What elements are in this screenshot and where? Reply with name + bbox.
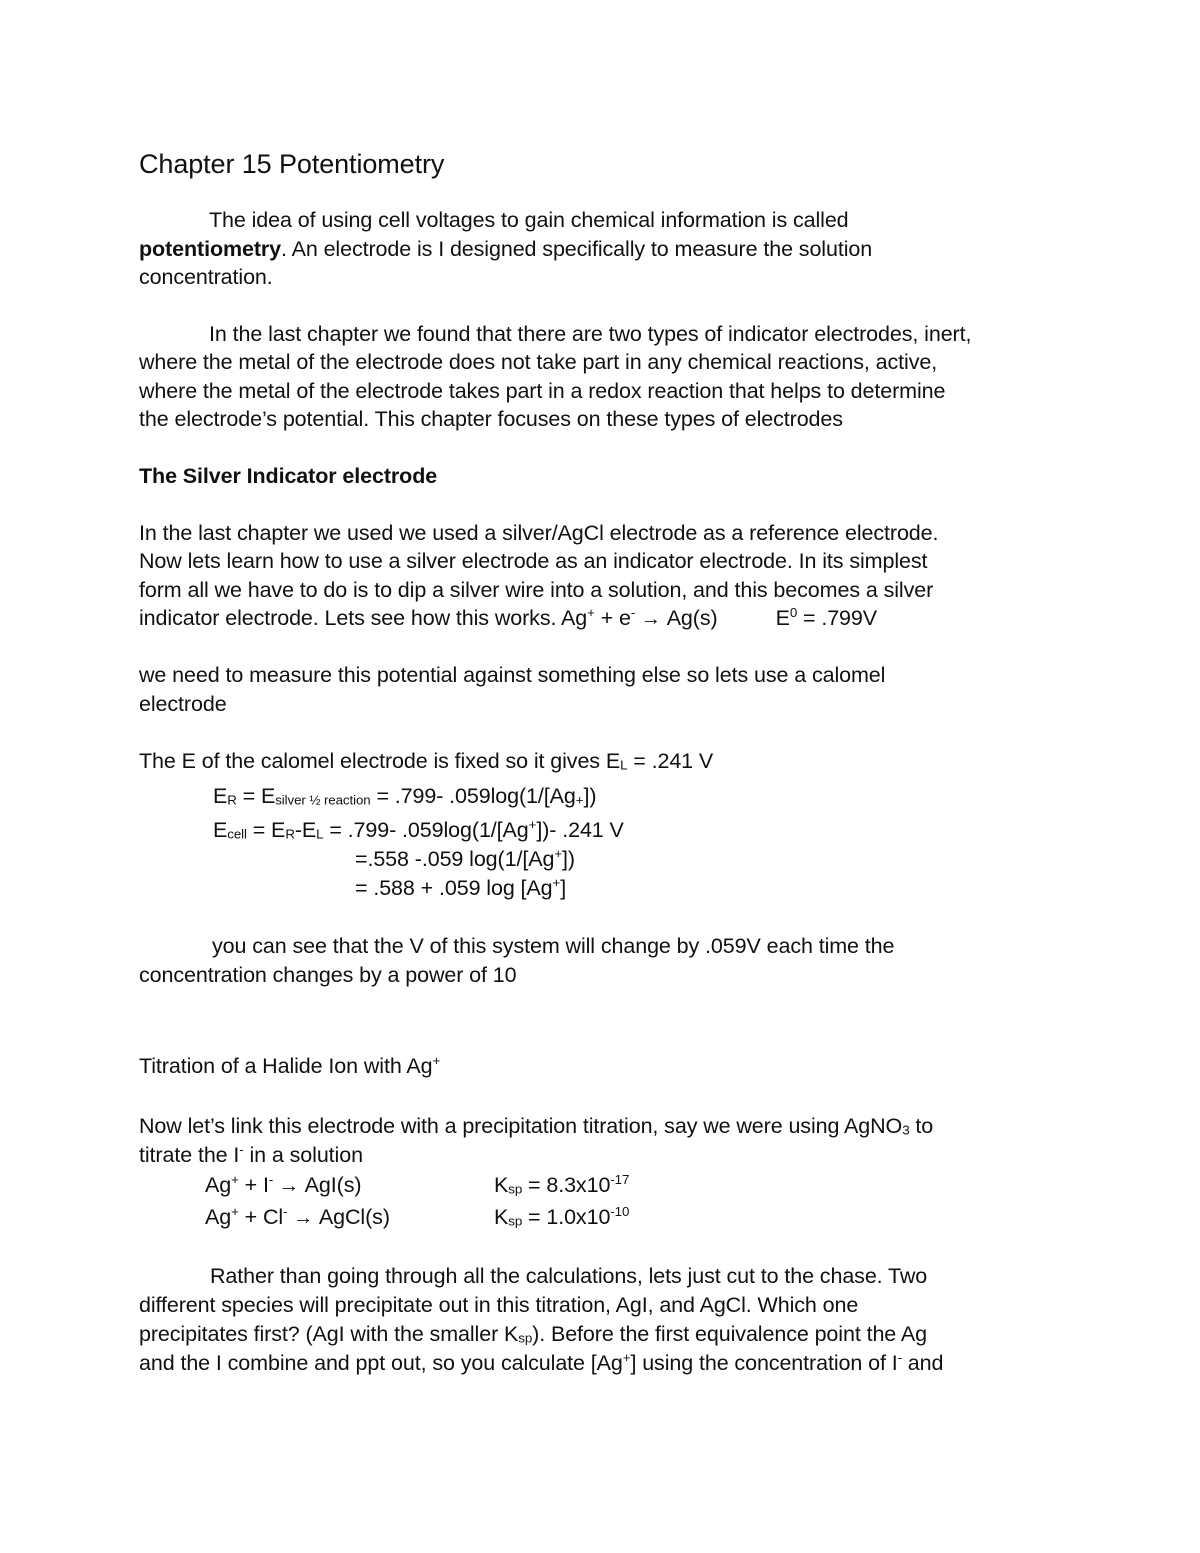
- er-sub-silver: silver ½ reaction: [275, 792, 371, 808]
- rather-line-4-end: and: [901, 1351, 944, 1375]
- eq4-close: ]: [560, 876, 567, 900]
- intro-line-2-rest: . An electrode is I designed specifically to measure the solution: [281, 237, 873, 261]
- rather-line-4-text: and the I combine and ppt out, so you calculate [Ag: [139, 1351, 623, 1375]
- titration-heading-text: Titration of a Halide Ion with Ag: [139, 1054, 433, 1078]
- iodide-charge: -: [239, 1142, 244, 1158]
- rather-line-3: [139, 1320, 927, 1349]
- intro-line-2: [139, 235, 872, 264]
- r2-k: K: [494, 1205, 509, 1229]
- silver-line-4: [139, 604, 877, 634]
- r1-product: AgI(s): [304, 1173, 362, 1197]
- ecell-symbol: E: [213, 818, 228, 842]
- silver-heading: The Silver Indicator electrode: [139, 464, 438, 488]
- para2-line-4: the electrode’s potential. This chapter focuses on these types of electrodes: [139, 407, 843, 431]
- r2-ag: Ag: [205, 1205, 232, 1229]
- titration-line-2-text: titrate the I: [139, 1143, 240, 1167]
- r1-arrow: →: [273, 1175, 305, 1197]
- plus-electron: + e: [594, 606, 631, 630]
- r2-ksub: sp: [508, 1213, 523, 1229]
- reaction-agi: [205, 1171, 361, 1201]
- r1-mid: + I: [238, 1173, 269, 1197]
- electron-charge: -: [630, 605, 636, 621]
- para2-line-1: In the last chapter we found that there are two types of indicator electrodes, inert,: [209, 322, 972, 346]
- r2-arrow: →: [287, 1207, 319, 1229]
- reaction-arrow: →: [635, 608, 667, 630]
- r2-sup: +: [231, 1204, 239, 1220]
- ag-charge: +: [587, 605, 595, 621]
- r1-sup: +: [231, 1172, 239, 1188]
- standard-superscript: 0: [789, 605, 798, 621]
- rather-line-4-mid: ] using the concentration of I: [630, 1351, 898, 1375]
- eq3-sup: +: [554, 846, 562, 862]
- er-rest: = .799- .059log(1/[Ag: [370, 784, 576, 808]
- titration-heading-sup: +: [432, 1053, 441, 1069]
- ecell-sub-l: L: [316, 826, 324, 842]
- standard-potential-symbol: E: [775, 606, 790, 630]
- rather-line-4: [139, 1349, 943, 1378]
- er-sub: R: [227, 792, 237, 808]
- para2-line-3: where the metal of the electrode takes part in a redox reaction that helps to determine: [139, 379, 946, 403]
- silver-line-1: In the last chapter we used we used a silver/AgCl electrode as a reference electrode.: [139, 521, 939, 545]
- r2-mid: + Cl: [238, 1205, 284, 1229]
- r1-ksub: sp: [508, 1181, 523, 1197]
- reaction-agcl: [205, 1203, 390, 1233]
- eq3-close: ]): [562, 847, 575, 871]
- measure-line-2: electrode: [139, 692, 227, 716]
- ecell-sup: +: [528, 817, 537, 833]
- r1-k: K: [494, 1173, 509, 1197]
- ksp-agi: [494, 1171, 629, 1200]
- ecell-close: ])- .241 V: [536, 818, 624, 842]
- calomel-text: The E of the calomel electrode is fixed so it gives E: [139, 749, 621, 773]
- eq4: [355, 874, 566, 903]
- r1-ag: Ag: [205, 1173, 232, 1197]
- eq3: [355, 845, 575, 874]
- silver-line-2: Now lets learn how to use a silver electrode as an indicator electrode. In its simplest: [139, 549, 928, 573]
- term-potentiometry: potentiometry: [139, 237, 282, 261]
- titration-heading: [139, 1052, 440, 1081]
- ecell-rest: = .799- .059log(1/[Ag: [323, 818, 529, 842]
- silver-line-4-text: indicator electrode. Lets see how this works. Ag: [139, 606, 588, 630]
- rather-line-1: Rather than going through all the calculations, lets just cut to the chase. Two: [210, 1264, 928, 1288]
- r1-value: = 8.3x10: [522, 1173, 611, 1197]
- er-close: ]): [583, 784, 597, 808]
- ecell-sub: cell: [227, 826, 247, 842]
- ecell-sub-r: R: [285, 826, 295, 842]
- measure-line-1: we need to measure this potential against something else so lets use a calomel: [139, 663, 886, 687]
- chapter-title: Chapter 15 Potentiometry: [139, 149, 445, 179]
- er-equation: [213, 782, 596, 811]
- change-line-1: you can see that the V of this system will change by .059V each time the: [212, 934, 895, 958]
- rather-line-3-end: ). Before the first equivalence point the Ag: [532, 1322, 927, 1346]
- titration-line-2: [139, 1141, 363, 1170]
- titration-line-1-end: to: [909, 1114, 934, 1138]
- calomel-value: = .241 V: [627, 749, 714, 773]
- er-plus: +: [575, 792, 584, 808]
- rather-ag-charge: +: [622, 1350, 631, 1366]
- ecell-eq: = E: [246, 818, 286, 842]
- titration-line-2-end: in a solution: [243, 1143, 363, 1167]
- r2-product: AgCl(s): [318, 1205, 390, 1229]
- silver-line-3: form all we have to do is to dip a silver wire into a solution, and this becomes a silver: [139, 578, 934, 602]
- ecell-dash: -E: [294, 818, 317, 842]
- eq4-text: = .588 + .059 log [Ag: [355, 876, 553, 900]
- ksp-agcl: [494, 1203, 629, 1232]
- calomel-sub-l: L: [620, 757, 628, 773]
- para2-line-2: where the metal of the electrode does not take part in any chemical reactions, active,: [139, 350, 938, 374]
- intro-line-3: concentration.: [139, 265, 273, 289]
- r1-exponent: -17: [610, 1172, 630, 1188]
- er-eq: = E: [236, 784, 276, 808]
- rather-line-3-text: precipitates first? (AgI with the smaller K: [139, 1322, 519, 1346]
- standard-potential-value: = .799V: [797, 606, 878, 630]
- reaction-product: Ag(s): [666, 606, 718, 630]
- ecell-equation: [213, 816, 624, 845]
- er-symbol: E: [213, 784, 228, 808]
- titration-line-1-text: Now let’s link this electrode with a precipitation titration, say we were using AgNO: [139, 1114, 903, 1138]
- rather-ksp-sub: sp: [518, 1330, 533, 1346]
- eq3-text: =.558 -.059 log(1/[Ag: [355, 847, 555, 871]
- calomel-line: [139, 747, 713, 776]
- r2-value: = 1.0x10: [522, 1205, 611, 1229]
- intro-line-1: The idea of using cell voltages to gain chemical information is called: [209, 208, 849, 232]
- rather-line-2: different species will precipitate out in this titration, AgI, and AgCl. Which one: [139, 1293, 859, 1317]
- titration-line-1: [139, 1112, 933, 1141]
- r2-exponent: -10: [610, 1204, 630, 1220]
- rather-iodide-charge: -: [897, 1350, 902, 1366]
- change-line-2: concentration changes by a power of 10: [139, 963, 517, 987]
- agno3-sub: 3: [902, 1122, 910, 1138]
- r2-sup2: -: [283, 1204, 288, 1220]
- r1-sup2: -: [268, 1172, 274, 1188]
- eq4-sup: +: [552, 875, 561, 891]
